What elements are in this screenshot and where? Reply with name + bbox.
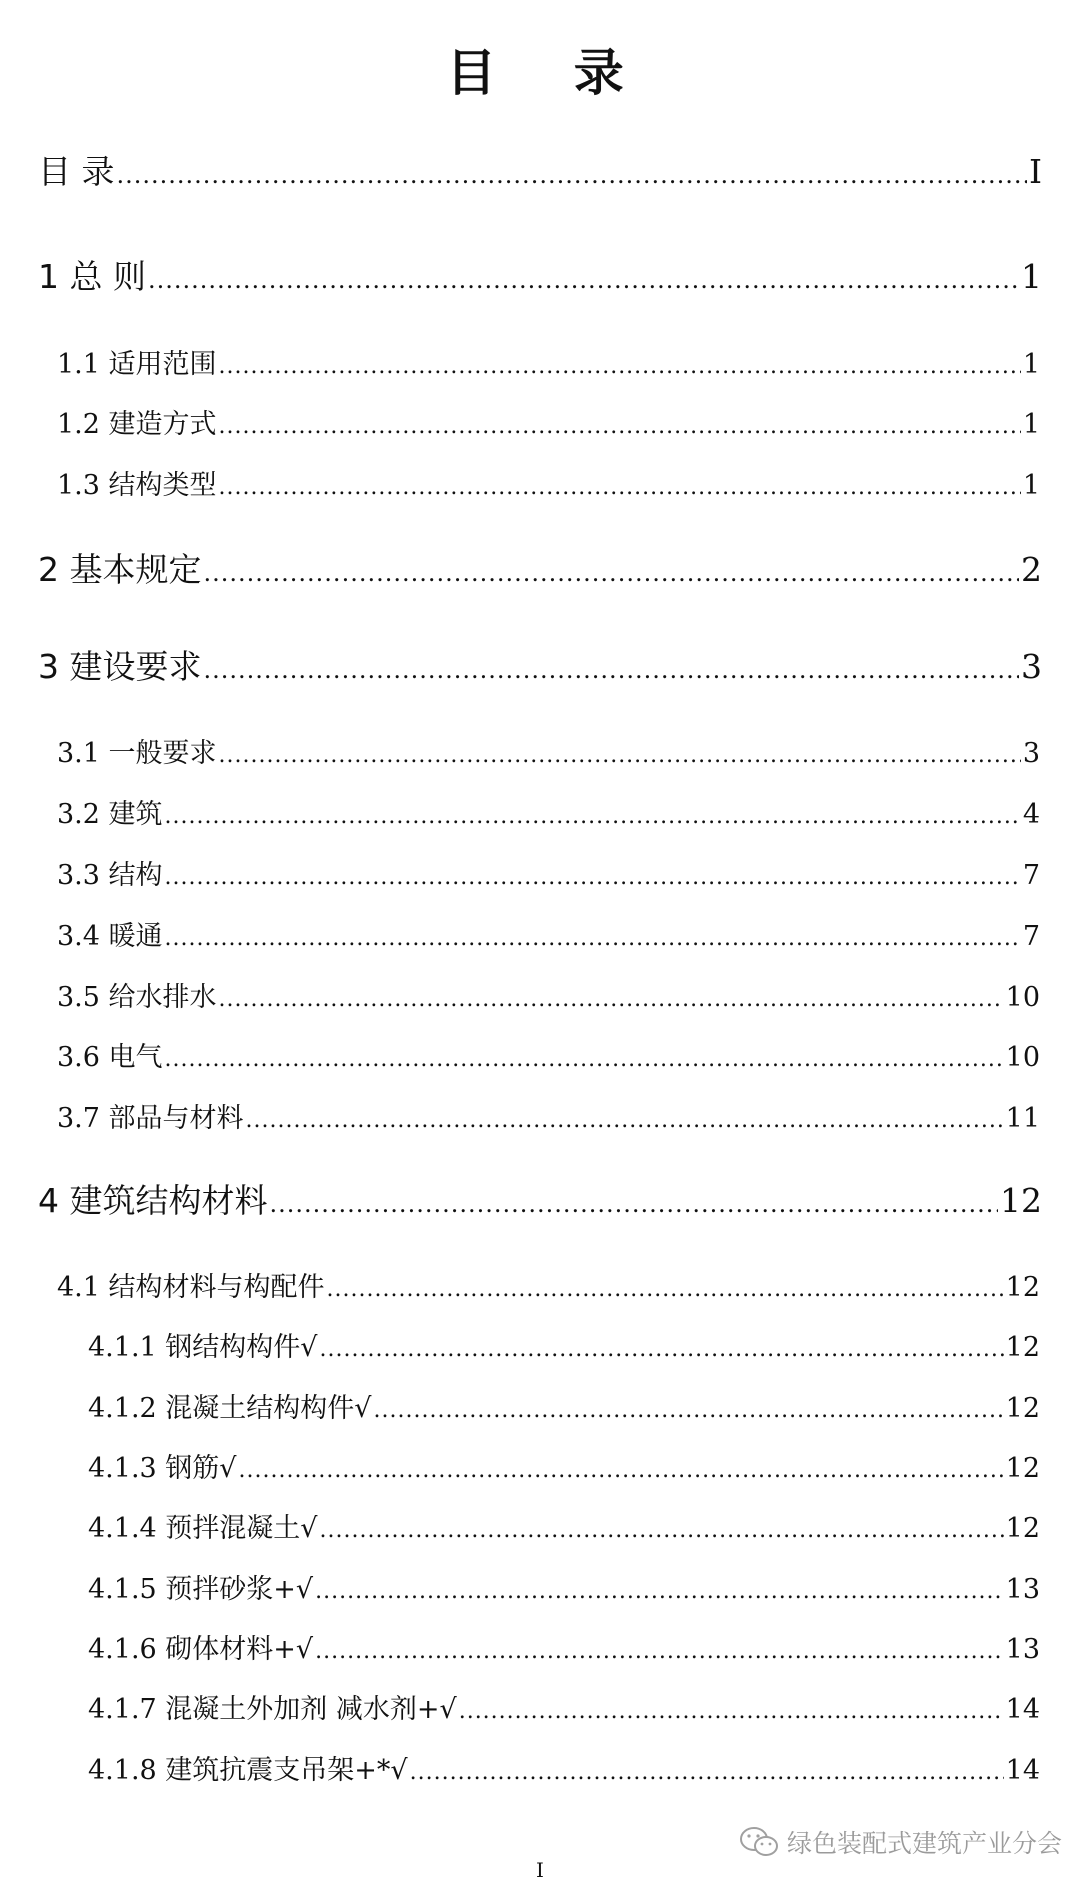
toc-entry-label: 1.3 结构类型 [57,470,217,501]
toc-entry-label: 3.7 部品与材料 [57,1103,244,1134]
dot-leader [410,1760,1004,1785]
toc-entry-label: 3.1 一般要求 [57,738,217,769]
toc-entry-label: 1.1 适用范围 [57,349,217,380]
toc-entry-label: 3.3 结构 [57,860,163,891]
toc-entry-page: 13 [1005,1634,1040,1665]
page-title: 目 录 [446,44,654,102]
toc-entry[interactable] [88,1506,1040,1545]
dot-leader [246,1108,1004,1133]
toc-entry[interactable] [57,402,1040,441]
toc-entry-page: 1 [1022,409,1040,440]
toc-entry-page: 12 [1005,1393,1040,1424]
dot-leader [459,1699,1004,1724]
toc-entry[interactable] [38,641,1042,688]
footer-page-number: I [536,1858,544,1882]
toc-entry-page: 7 [1022,921,1040,952]
toc-entry-page: 10 [1005,1042,1040,1073]
toc-entry[interactable] [38,251,1042,298]
toc-entry[interactable] [57,342,1040,381]
toc-entry-label: 4.1.6 砌体材料+√ [88,1634,314,1665]
toc-entry[interactable] [57,792,1040,831]
toc-entry-page: 13 [1005,1574,1040,1605]
toc-entry-page: 12 [1005,1453,1040,1484]
dot-leader [204,656,1020,684]
dot-leader [165,865,1021,890]
toc-entry-label: 4.1.8 建筑抗震支吊架+*√ [88,1755,408,1786]
dot-leader [315,1579,1004,1604]
dot-leader [219,414,1021,439]
toc-entry[interactable] [88,1567,1040,1606]
toc-entry[interactable] [88,1446,1040,1485]
dot-leader [219,987,1004,1012]
toc-entry[interactable] [38,544,1042,591]
toc-entry-page: 12 [1005,1513,1040,1544]
dot-leader [148,266,1019,294]
toc-entry-label: 3.4 暖通 [57,921,163,952]
toc-entry-label: 1 总 则 [38,257,146,296]
toc-entry-page: 12 [1005,1272,1040,1303]
toc-entry[interactable] [57,975,1040,1014]
toc-entry-page: 3 [1022,738,1040,769]
toc-entry-page: 12 [1005,1332,1040,1363]
dot-leader [165,1047,1004,1072]
toc-entry[interactable] [57,1096,1040,1135]
dot-leader [315,1639,1004,1664]
toc-entry-label: 4.1 结构材料与构配件 [57,1272,325,1303]
toc-entry-label: 目 录 [38,152,115,191]
toc-entry-label: 3.2 建筑 [57,799,163,830]
toc-entry-label: 3.5 给水排水 [57,982,217,1013]
toc-entry[interactable] [57,853,1040,892]
toc-entry-label: 4.1.1 钢结构构件√ [88,1332,318,1363]
toc-entry-page: 11 [1005,1103,1040,1134]
wechat-icon [739,1826,779,1858]
toc-entry[interactable] [57,1035,1040,1074]
dot-leader [320,1337,1004,1362]
dot-leader [165,926,1021,951]
toc-entry-label: 2 基本规定 [38,550,202,589]
toc-entry[interactable] [57,731,1040,770]
toc-entry-page: 1 [1022,470,1040,501]
dot-leader [270,1190,999,1218]
toc-entry[interactable] [57,914,1040,953]
toc-entry[interactable] [57,463,1040,502]
dot-leader [117,161,1027,189]
toc-entry-label: 4.1.2 混凝土结构构件√ [88,1393,372,1424]
toc-entry-page: 1 [1022,349,1040,380]
toc-entry-page: 14 [1005,1755,1040,1786]
toc-entry-label: 4.1.4 预拌混凝土√ [88,1513,318,1544]
dot-leader [374,1398,1004,1423]
toc-entry-page: 3 [1021,647,1042,686]
toc-entry[interactable] [38,146,1042,193]
toc-entry-page: 1 [1021,257,1042,296]
toc-entry-label: 1.2 建造方式 [57,409,217,440]
toc-entry-page: 14 [1005,1694,1040,1725]
wechat-watermark [739,1824,1062,1860]
toc-entry-page: 10 [1005,982,1040,1013]
dot-leader [320,1518,1004,1543]
toc-entry-page: 2 [1021,550,1042,589]
toc-entry[interactable] [38,1175,1042,1222]
dot-leader [239,1458,1004,1483]
toc-entry-page: I [1028,152,1042,191]
toc-entry-label: 3.6 电气 [57,1042,163,1073]
dot-leader [219,354,1021,379]
toc-entry-page: 4 [1022,799,1040,830]
toc-entry[interactable] [88,1386,1040,1425]
dot-leader [204,559,1020,587]
dot-leader [219,475,1021,500]
toc-entry-page: 7 [1022,860,1040,891]
toc-entry-page: 12 [1000,1181,1042,1220]
toc-entry-label: 4 建筑结构材料 [38,1181,268,1220]
toc-entry[interactable] [57,1265,1040,1304]
toc-entry-label: 3 建设要求 [38,647,202,686]
toc-entry[interactable] [88,1627,1040,1666]
dot-leader [165,804,1021,829]
toc-entry[interactable] [88,1325,1040,1364]
toc-entry-label: 4.1.7 混凝土外加剂 减水剂+√ [88,1694,457,1725]
toc-entry-label: 4.1.5 预拌砂浆+√ [88,1574,314,1605]
dot-leader [219,743,1021,768]
toc-entry[interactable] [88,1687,1040,1726]
toc-entry[interactable] [88,1748,1040,1787]
watermark-text: 绿色装配式建筑产业分会 [786,1829,1062,1858]
toc-entry-label: 4.1.3 钢筋√ [88,1453,237,1484]
dot-leader [327,1277,1004,1302]
